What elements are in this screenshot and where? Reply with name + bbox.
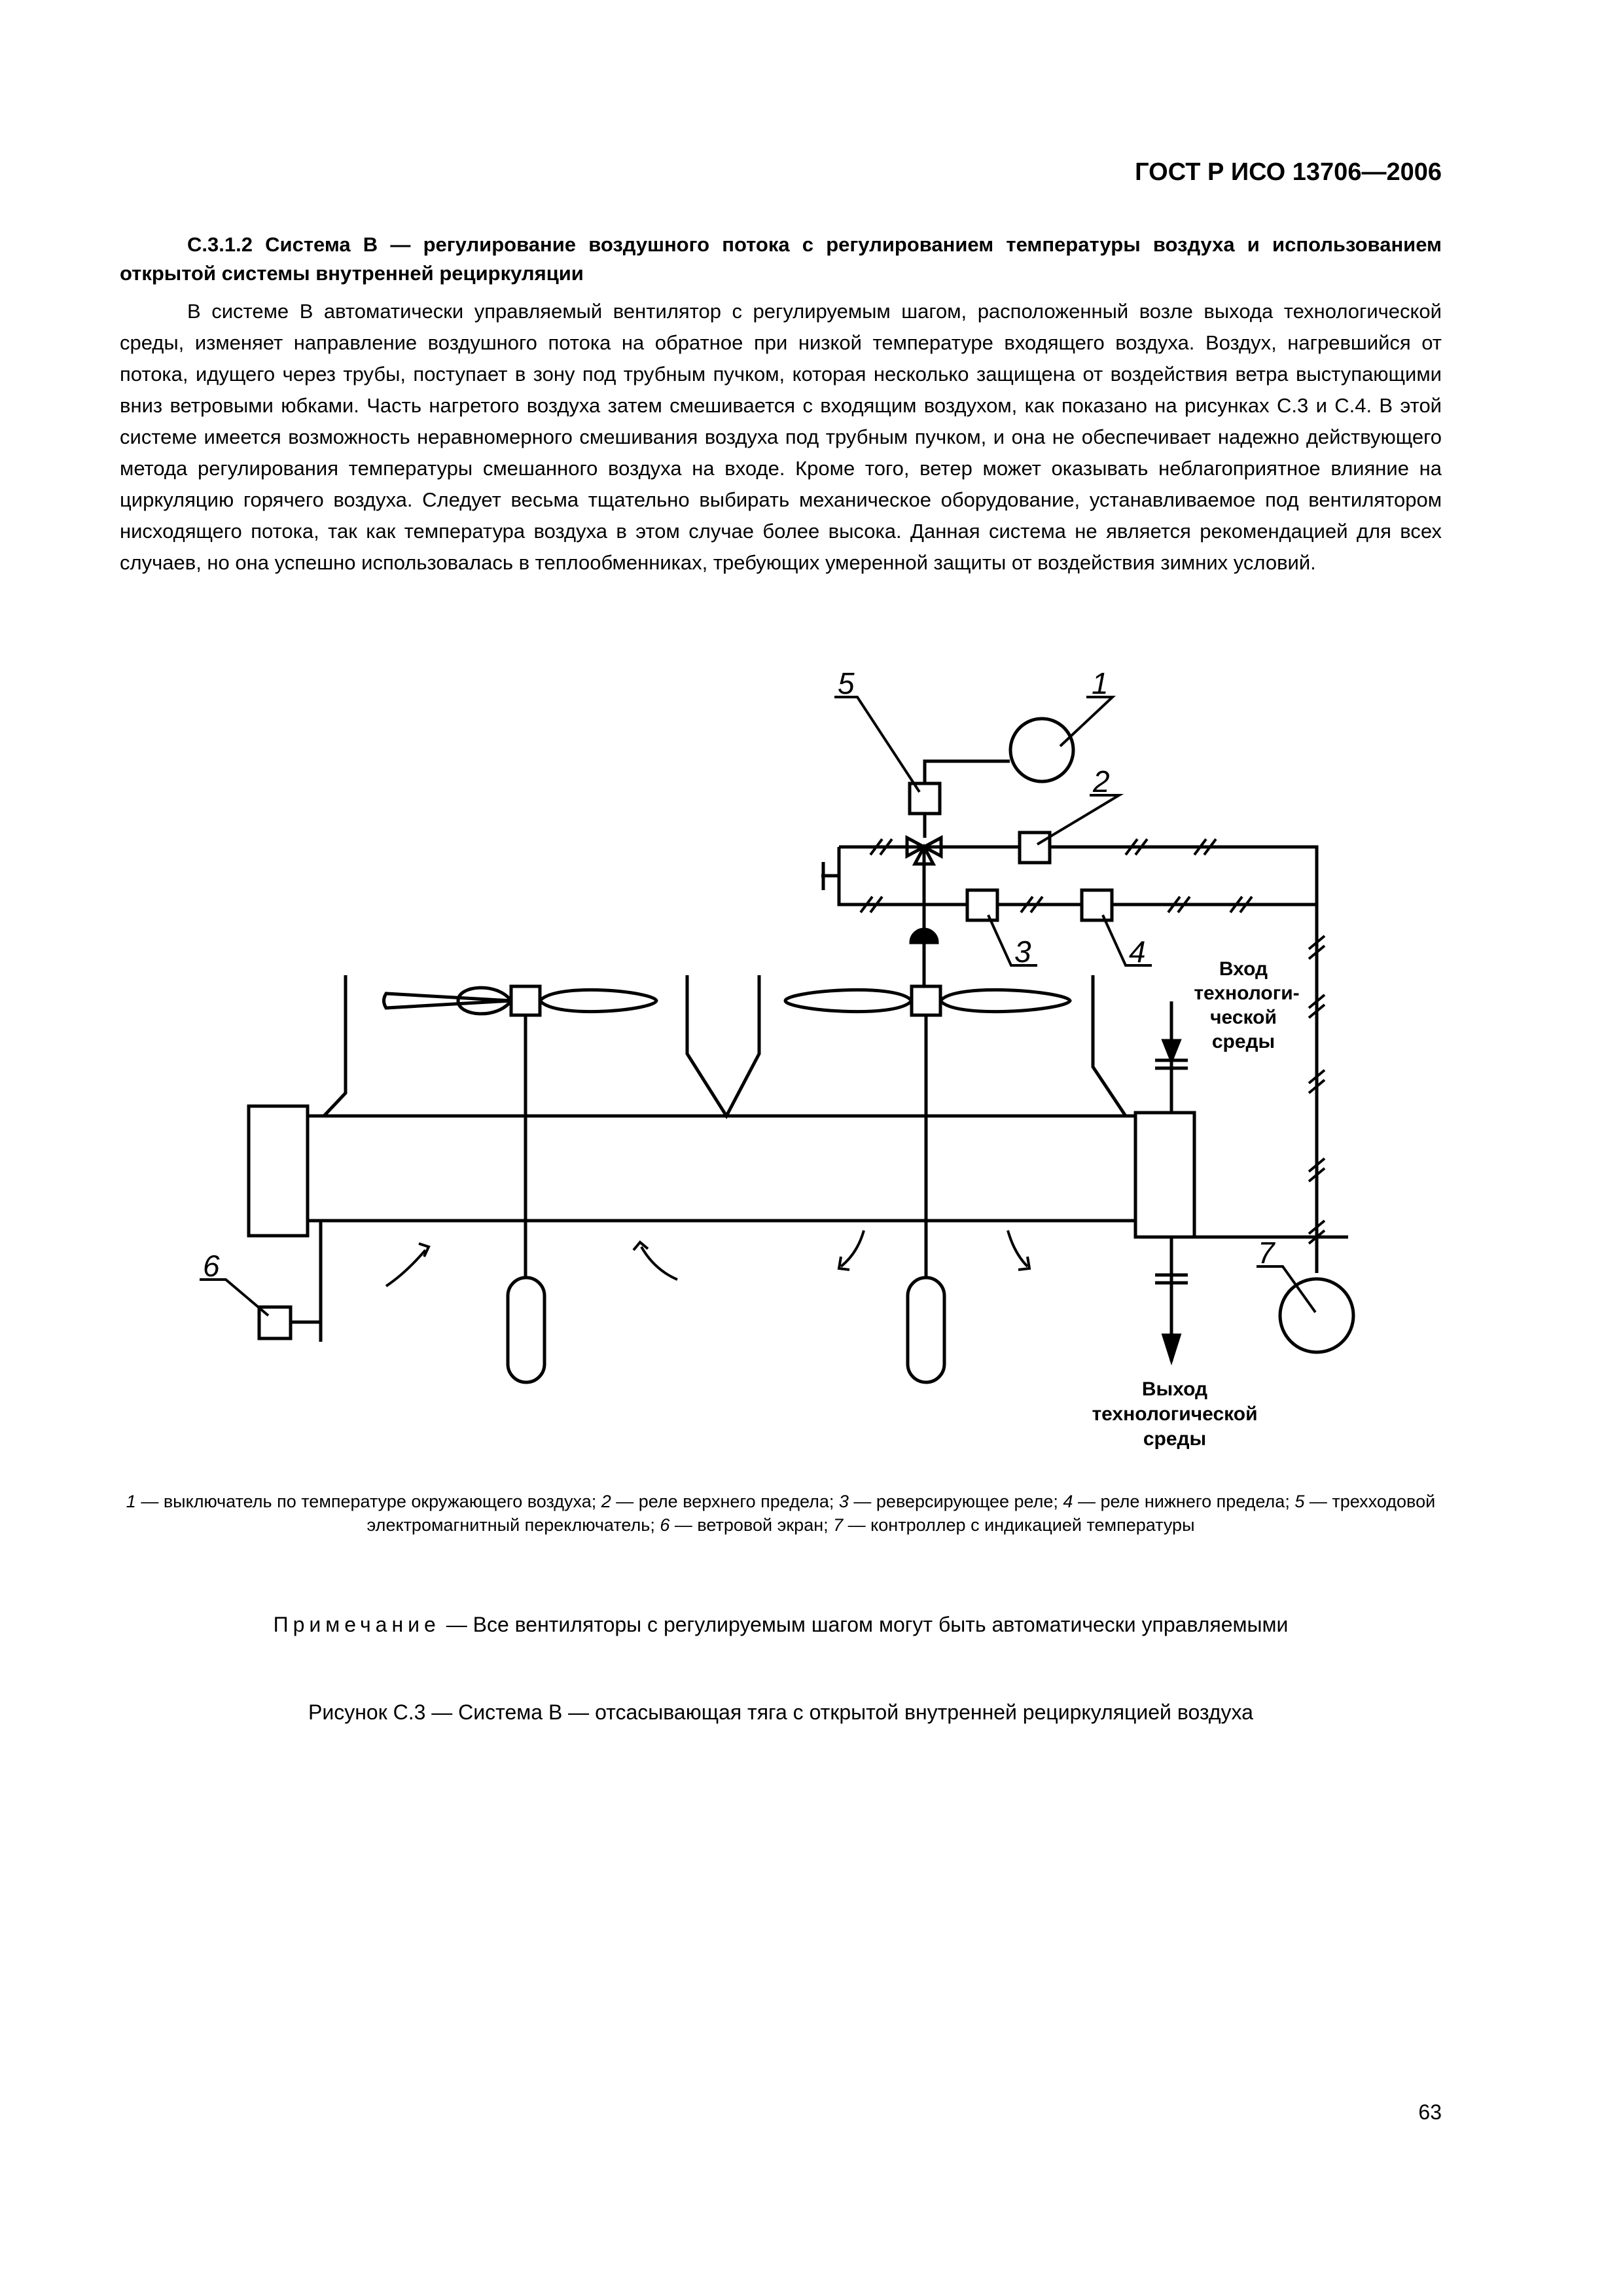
- label-6: 6: [203, 1249, 220, 1283]
- inlet-label: [1194, 958, 1299, 1052]
- note-label: Примечание: [273, 1613, 440, 1636]
- fan-left: [384, 986, 657, 1250]
- figure-diagram: [0, 655, 1623, 1479]
- relay-lower: [1082, 890, 1112, 920]
- relay-upper: [1020, 833, 1050, 863]
- figure-note: [120, 1613, 1442, 1637]
- tube-bundle: [249, 1106, 1194, 1237]
- svg-text:технологической: технологической: [1092, 1403, 1258, 1425]
- body-paragraph: В системе В автоматически управляемый вентилятор с регулируемым шагом, расположенный возле выхода технологической среды, изменяет направление воздушного потока на обратное при низкой температуре входящего воздуха. Воздух, нагревшийся от потока, идущего через трубы, поступает в зону под трубным пучком, которая несколько защищена от воздействия ветра выступающими вниз ветровыми юбками. Часть нагретого воздуха затем смешивается с входящим воздухом, как показано на рисунках С.3 и С.4. В этой системе имеется возможность неравномерного смешивания воздуха под трубным пучком, и она не обеспечивает надежно действующего метода регулирования температуры смешанного воздуха на входе. Кроме того, ветер может оказывать неблагоприятное влияние на циркуляцию горячего воздуха. Следует весьма тщательно выбирать механическое оборудование, устанавливаемое под вентилятором нисходящего потока, так как температура воздуха в этом случае более высока. Данная система не является рекомендацией для всех случаев, но она успешно использовалась в теплообменниках, требующих умеренной защиты от воздействия зимних условий.: [120, 300, 1442, 574]
- document-code: ГОСТ Р ИСО 13706—2006: [1135, 158, 1442, 186]
- control-loop-lines: [821, 839, 1325, 1273]
- motor-right: [908, 1278, 944, 1382]
- page-number: 63: [1418, 2100, 1442, 2124]
- motor-left: [508, 1278, 544, 1382]
- svg-text:Выход: Выход: [1141, 1378, 1208, 1400]
- figure-legend: 1 — выключатель по температуре окружающего воздуха; 2 — реле верхнего предела; 3 — реверсирующее реле; 4 — реле нижнего предела; 5 — трехходовой электромагнитный переключатель; 6 — ветровой экран; 7 — контроллер с индикацией температуры: [126, 1492, 1436, 1535]
- actuator: [911, 929, 937, 942]
- svg-text:Вход: Вход: [1219, 958, 1268, 980]
- label-5: 5: [838, 666, 855, 700]
- controller: [1280, 1279, 1353, 1352]
- svg-text:среды: среды: [1143, 1428, 1207, 1450]
- svg-text:технологи-: технологи-: [1194, 982, 1300, 1004]
- svg-text:среды: среды: [1211, 1031, 1275, 1052]
- label-1: 1: [1092, 666, 1109, 700]
- label-3: 3: [1014, 935, 1031, 969]
- label-7: 7: [1258, 1236, 1275, 1270]
- label-4: 4: [1129, 935, 1146, 969]
- section-heading: С.3.1.2 Система В — регулирование воздушного потока с регулированием температуры воздуха и использованием открытой системы внутренней рециркуляции: [120, 233, 1442, 285]
- wind-screen: [259, 1221, 321, 1342]
- outlet-label: [1092, 1378, 1257, 1450]
- svg-text:ческой: ческой: [1210, 1007, 1277, 1028]
- note-text: — Все вентиляторы с регулируемым шагом могут быть автоматически управляемыми: [440, 1613, 1289, 1636]
- relay-reverse: [967, 890, 997, 920]
- figure-caption: Рисунок С.3 — Система В — отсасывающая тяга с открытой внутренней рециркуляцией воздуха: [308, 1700, 1253, 1724]
- label-2: 2: [1093, 764, 1110, 798]
- temperature-switch: [1010, 719, 1073, 781]
